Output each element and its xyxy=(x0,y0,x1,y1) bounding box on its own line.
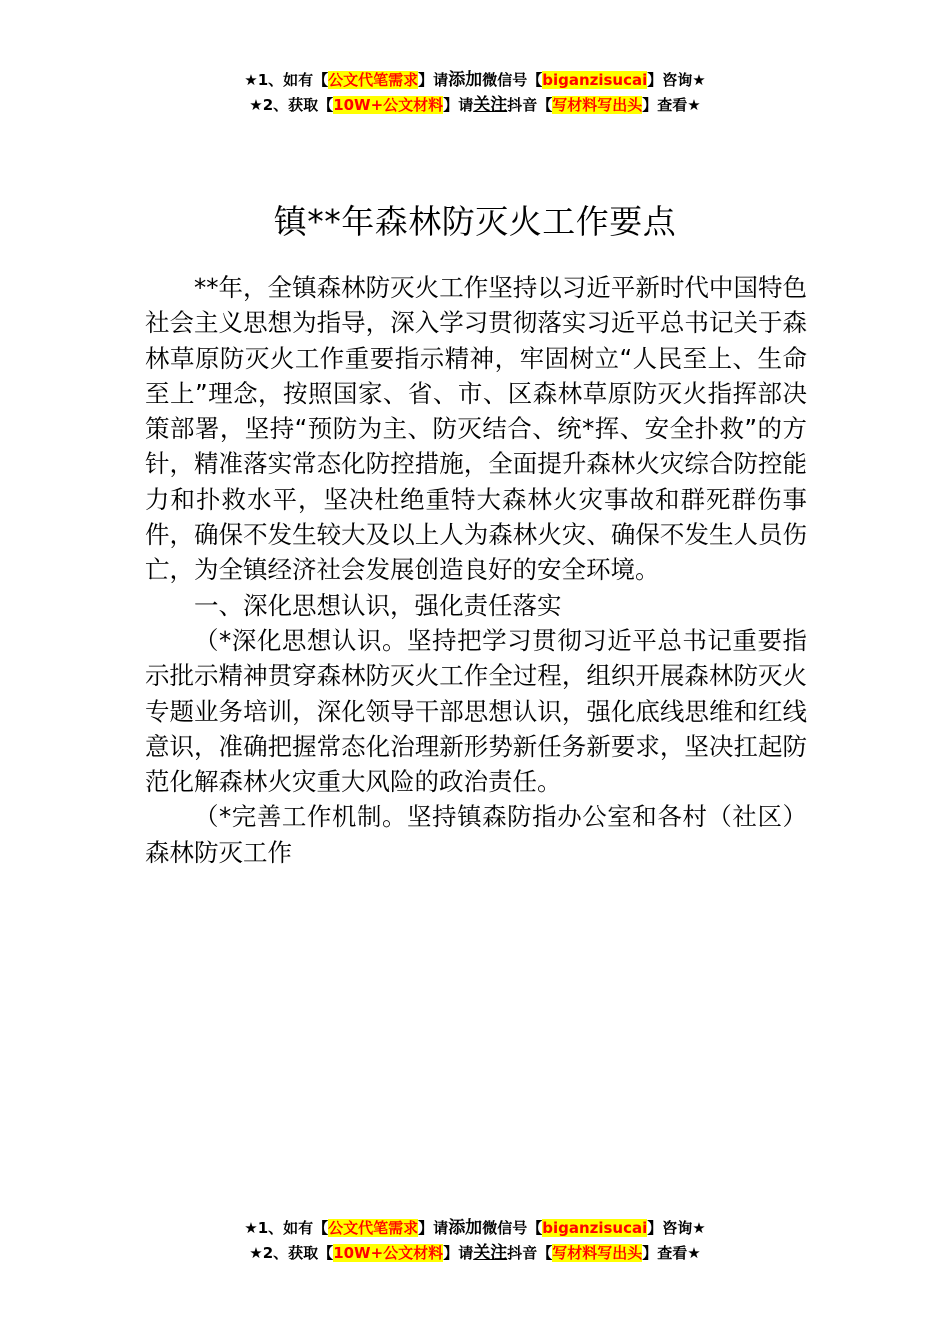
promo-highlight: 公文代笔需求 xyxy=(328,71,419,89)
paragraph-intro: **年，全镇森林防灭火工作坚持以习近平新时代中国特色社会主义思想为指导，深入学习贯彻落实习近平总书记关于森林草原防灭火工作重要指示精神，牢固树立“人民至上、生命至上”理念，按照国家、省、市、区森林草原防灭火指挥部决策部署，坚持“预防为主、防灭结合、统*挥、安全扑救”的方针，精准落实常态化防控措施，全面提升森林火灾综合防控能力和扑救水平，坚决杜绝重特大森林火灾事故和群死群伤事件，确保不发生较大及以上人为森林火灾、确保不发生人员伤亡，为全镇经济社会发展创造良好的安全环境。 xyxy=(145,273,807,585)
paragraph-item-1: （*深化思想认识。坚持把学习贯彻习近平总书记重要指示批示精神贯穿森林防灭火工作全过程，组织开展森林防灭火专题业务培训，深化领导干部思想认识，强化底线思维和红线意识，准确把握常态化治理新形势新任务新要求，坚决扛起防范化解森林火灾重大风险的政治责任。 xyxy=(145,625,807,797)
promo-line-2: ★2、获取【10W+公文材料】请关注抖音【写材料写出头】查看★ xyxy=(249,1243,701,1263)
document-title: 镇**年森林防灭火工作要点 xyxy=(273,202,677,242)
promo-douyin-id: 写材料写出头 xyxy=(552,1244,643,1262)
promo-line-2: ★2、获取【10W+公文材料】请关注抖音【写材料写出头】查看★ xyxy=(249,95,701,115)
promo-banner-bottom xyxy=(0,1216,950,1266)
promo-highlight: 公文代笔需求 xyxy=(328,1219,419,1237)
promo-highlight: 10W+公文材料 xyxy=(333,1244,444,1262)
promo-wechat-id: biganzisucai xyxy=(542,71,648,89)
promo-line-1: ★1、如有【公文代笔需求】请添加微信号【biganzisucai】咨询★ xyxy=(244,1218,706,1238)
document-body xyxy=(145,270,807,870)
promo-douyin-id: 写材料写出头 xyxy=(552,96,643,114)
promo-banner-top xyxy=(0,68,950,118)
paragraph-item-2: （*完善工作机制。坚持镇森防指办公室和各村（社区）森林防灭工作 xyxy=(145,802,807,867)
section-heading: 一、深化思想认识，强化责任落实 xyxy=(194,590,562,620)
promo-highlight: 10W+公文材料 xyxy=(333,96,444,114)
promo-line-1: ★1、如有【公文代笔需求】请添加微信号【biganzisucai】咨询★ xyxy=(244,70,706,90)
promo-wechat-id: biganzisucai xyxy=(542,1219,648,1237)
